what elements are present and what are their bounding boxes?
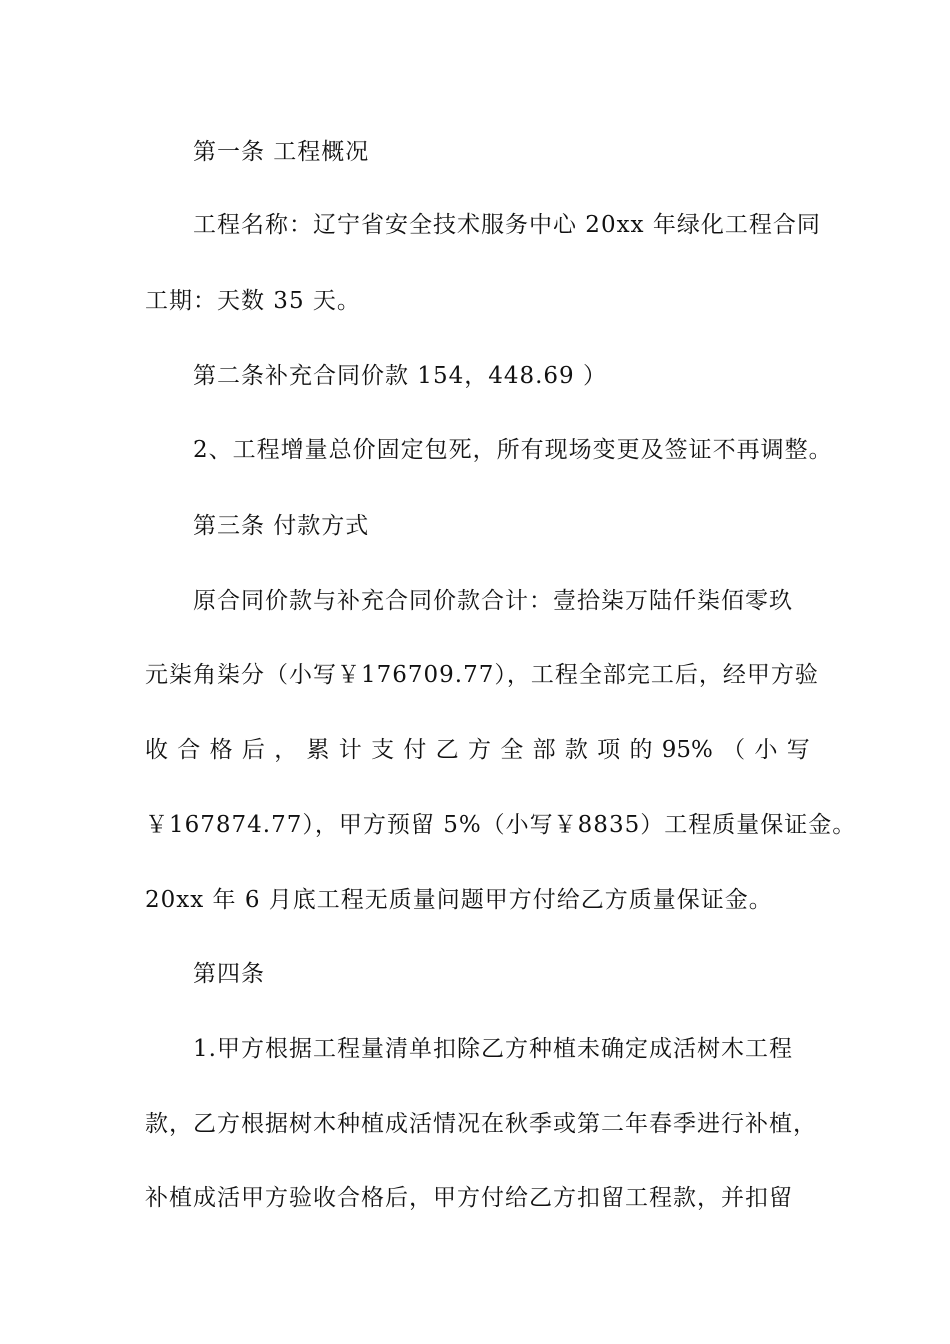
- justified-char: 支: [371, 737, 395, 763]
- justified-char: 格: [209, 737, 233, 763]
- justified-char: 小: [754, 737, 778, 763]
- article-3-heading: 第三条 付款方式: [193, 513, 370, 539]
- justified-char: 乙: [435, 737, 459, 763]
- justified-char: 合: [177, 737, 201, 763]
- justified-char: 95%: [661, 737, 713, 763]
- justified-char: （: [722, 737, 746, 763]
- fixed-price-line: 2、工程增量总价固定包死，所有现场变更及签证不再调整。: [193, 437, 833, 463]
- duration-line: 工期：天数 35 天。: [145, 288, 361, 314]
- justified-char: 后: [241, 737, 265, 763]
- justified-char: 的: [629, 737, 653, 763]
- payment-text-line-5: 20xx 年 6 月底工程无质量问题甲方付给乙方质量保证金。: [145, 887, 773, 913]
- payment-text-line-4: ￥167874.77），甲方预留 5%（小写￥8835）工程质量保证金。: [145, 812, 857, 838]
- justified-char: 全: [500, 737, 524, 763]
- justified-char: 付: [403, 737, 427, 763]
- justified-char: ，: [274, 737, 298, 763]
- justified-char: 写: [786, 737, 810, 763]
- justified-char: 累: [306, 737, 330, 763]
- article-1-heading: 第一条 工程概况: [193, 139, 370, 165]
- project-name-line: 工程名称：辽宁省安全技术服务中心 20xx 年绿化工程合同: [193, 212, 821, 238]
- article-4-text-line-1: 1.甲方根据工程量清单扣除乙方种植未确定成活树木工程: [193, 1036, 793, 1062]
- article-2-line: 第二条补充合同价款 154，448.69 ）: [193, 363, 607, 389]
- payment-text-line-1: 原合同价款与补充合同价款合计：壹拾柒万陆仟柒佰零玖: [193, 588, 793, 614]
- justified-char: 方: [467, 737, 491, 763]
- justified-char: 项: [597, 737, 621, 763]
- article-4-text-line-3: 补植成活甲方验收合格后，甲方付给乙方扣留工程款，并扣留: [145, 1185, 793, 1211]
- justified-char: 计: [338, 737, 362, 763]
- payment-text-line-3: [145, 734, 810, 766]
- payment-text-line-2: 元柒角柒分（小写￥176709.77），工程全部完工后，经甲方验: [145, 662, 819, 688]
- justified-char: 款: [564, 737, 588, 763]
- justified-char: 收: [145, 737, 168, 763]
- article-4-text-line-2: 款，乙方根据树木种植成活情况在秋季或第二年春季进行补植，: [145, 1111, 817, 1137]
- justified-char: 部: [532, 737, 556, 763]
- article-4-heading: 第四条: [193, 961, 265, 987]
